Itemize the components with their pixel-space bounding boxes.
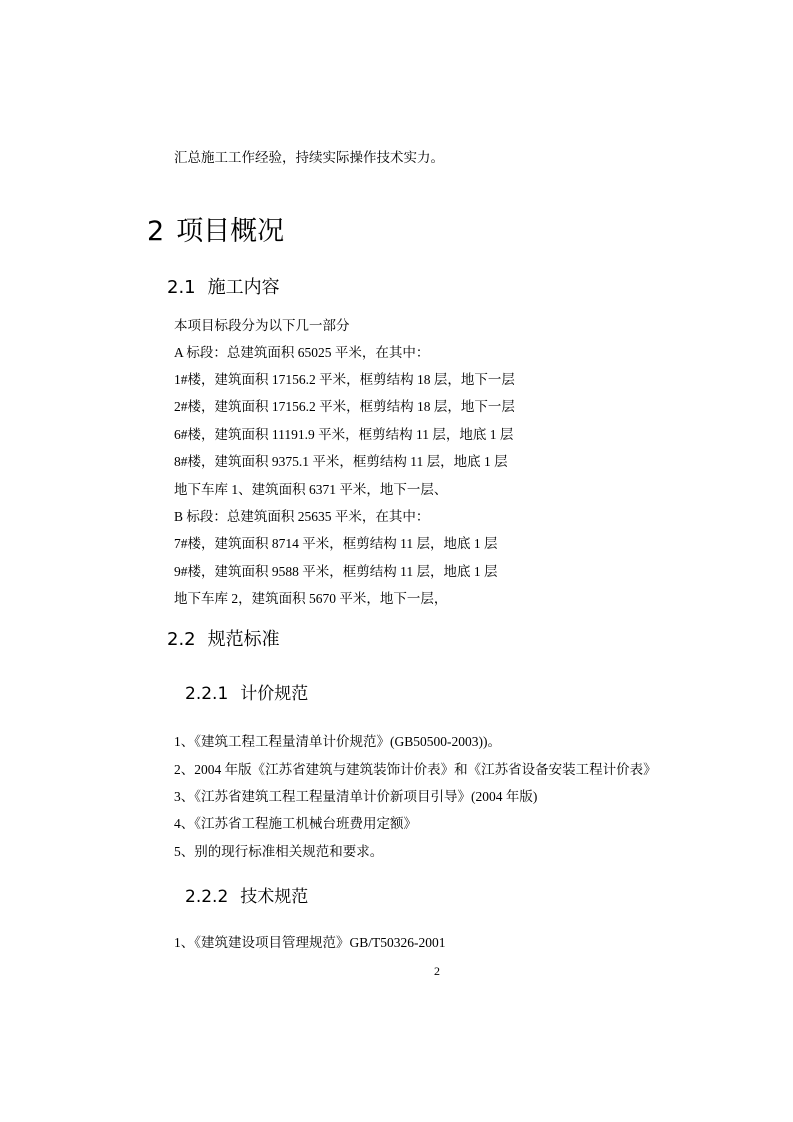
- section-2-2-number: 2.2: [167, 629, 196, 650]
- intro-paragraph-line: 汇总施工工作经验，持续实际操作技术实力。: [174, 150, 444, 165]
- section-2-2-2-title: 技术规范: [240, 887, 309, 907]
- section-2-2-title: 规范标准: [207, 629, 280, 650]
- section-2-number: 2: [147, 216, 165, 247]
- content-line: 6#楼，建筑面积 11191.9 平米，框剪结构 11 层，地底 1 层: [174, 427, 514, 442]
- section-2-1-heading: [167, 276, 280, 300]
- list-item: 2、2004 年版《江苏省建筑与建筑装饰计价表》和《江苏省设备安装工程计价表》: [174, 762, 657, 777]
- list-item: 1、《建筑建设项目管理规范》GB/T50326-2001: [174, 935, 446, 950]
- section-2-title: 项目概况: [176, 216, 285, 247]
- list-item: 5、别的现行标准相关规范和要求。: [174, 844, 384, 859]
- section-2-1-title: 施工内容: [207, 277, 280, 298]
- section-2-1-number: 2.1: [167, 277, 196, 298]
- content-line: 7#楼，建筑面积 8714 平米，框剪结构 11 层，地底 1 层: [174, 536, 498, 551]
- content-line: B 标段：总建筑面积 25635 平米，在其中：: [174, 509, 430, 524]
- list-item: 4、《江苏省工程施工机械台班费用定额》: [174, 816, 417, 831]
- list-item: 1、《建筑工程工程量清单计价规范》(GB50500-2003))。: [174, 734, 501, 749]
- section-2-2-heading: [167, 628, 280, 652]
- content-line: 2#楼，建筑面积 17156.2 平米，框剪结构 18 层，地下一层: [174, 399, 515, 414]
- section-2-2-1-number: 2.2.1: [185, 684, 229, 704]
- section-2-heading: [147, 214, 284, 250]
- content-line: 1#楼，建筑面积 17156.2 平米，框剪结构 18 层，地下一层: [174, 372, 515, 387]
- content-line: 8#楼，建筑面积 9375.1 平米，框剪结构 11 层，地底 1 层: [174, 454, 508, 469]
- content-line: A 标段：总建筑面积 65025 平米，在其中：: [174, 345, 430, 360]
- page-number: 2: [434, 964, 440, 978]
- content-line: 本项目标段分为以下几一部分: [174, 318, 350, 333]
- list-item: 3、《江苏省建筑工程工程量清单计价新项目引导》(2004 年版): [174, 789, 538, 804]
- content-line: 9#楼，建筑面积 9588 平米，框剪结构 11 层，地底 1 层: [174, 564, 498, 579]
- section-2-2-1-heading: [185, 683, 308, 705]
- section-2-2-2-number: 2.2.2: [185, 887, 229, 907]
- section-2-2-2-heading: [185, 886, 308, 908]
- content-line: 地下车库 2，建筑面积 5670 平米，地下一层，: [174, 591, 448, 606]
- section-2-2-1-title: 计价规范: [240, 684, 309, 704]
- content-line: 地下车库 1、建筑面积 6371 平米，地下一层、: [174, 482, 448, 497]
